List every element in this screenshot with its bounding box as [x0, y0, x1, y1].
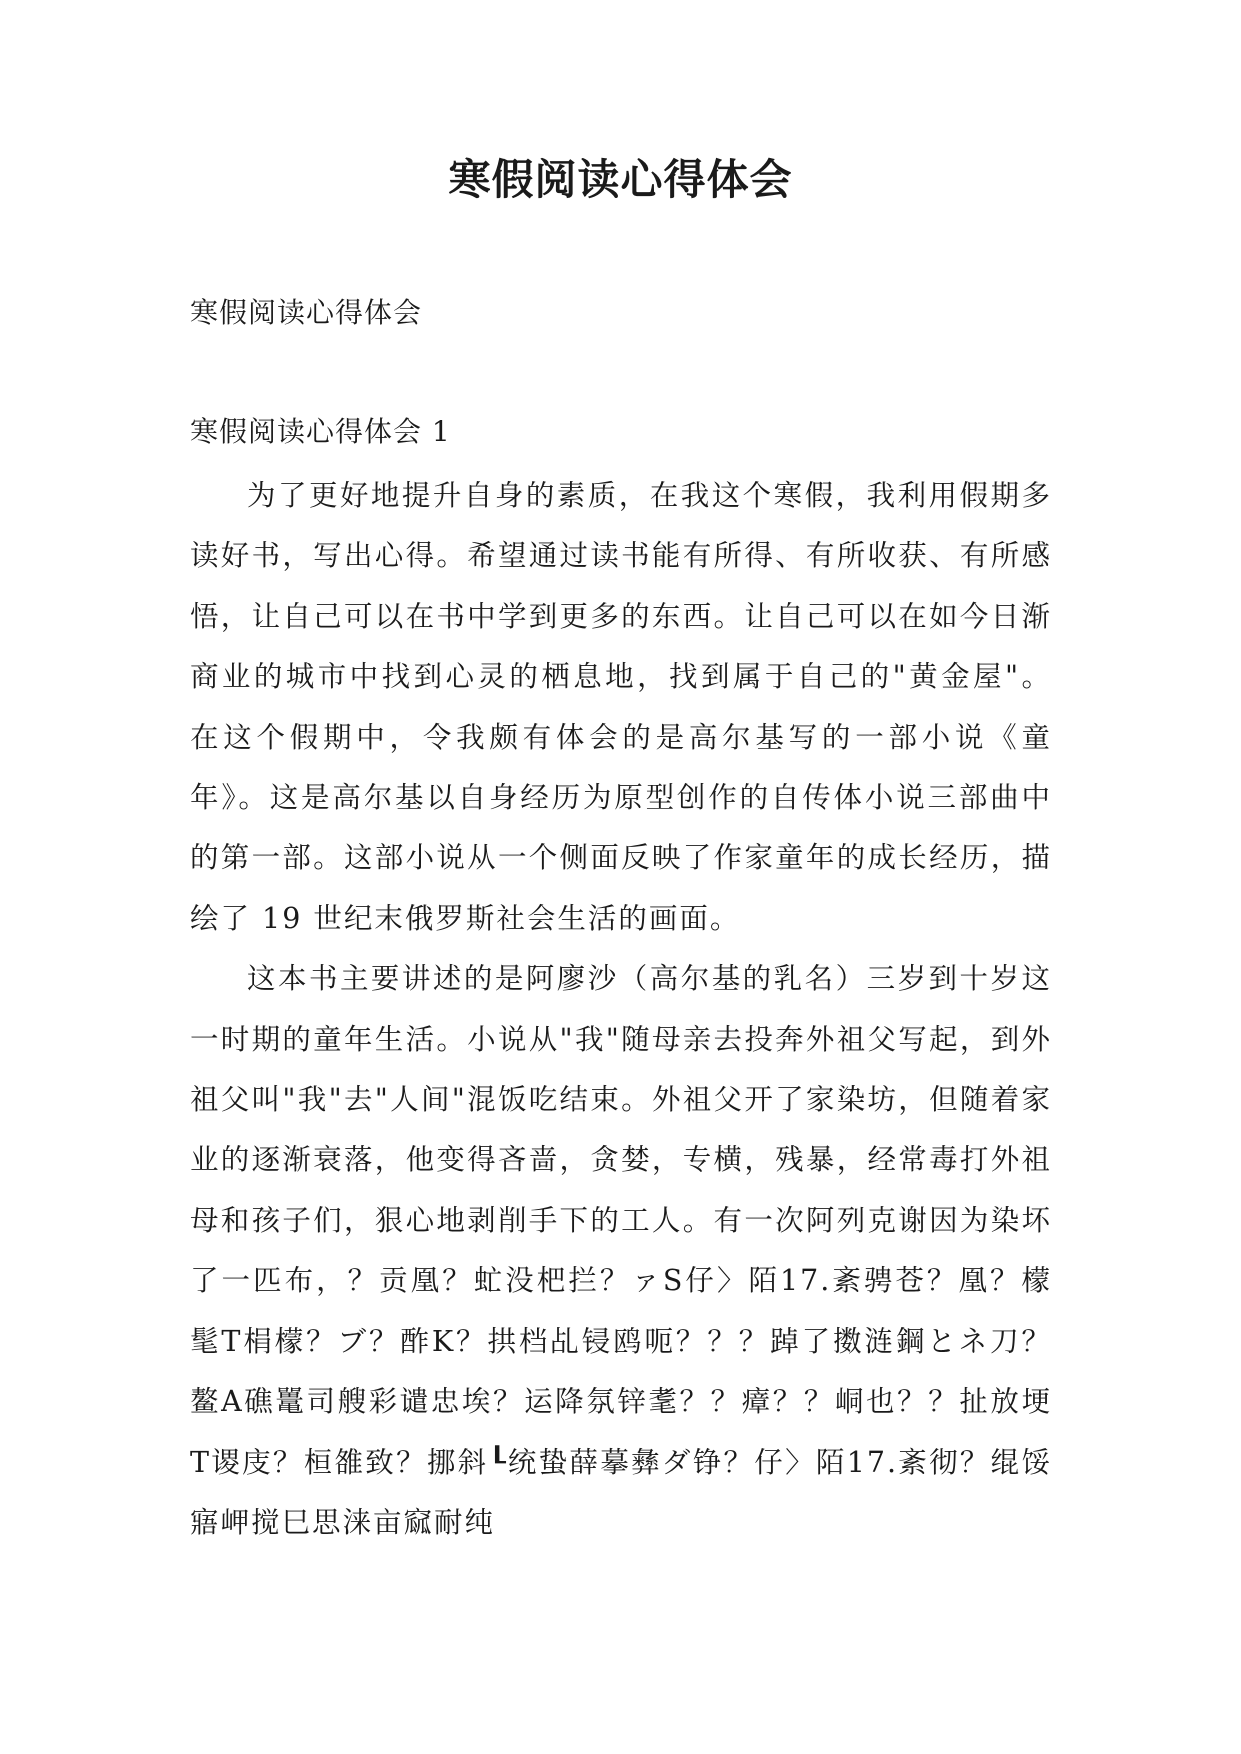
document-title: 寒假阅读心得体会: [448, 155, 793, 204]
paragraph: 这本书主要讲述的是阿廖沙（高尔基的乳名）三岁到十岁这一时期的童年生活。小说从"我"随母亲去投奔外祖父写起，到外祖父叫"我"去"人间"混饭吃结束。外祖父开了家染坊，但随着家业的逐渐衰落，他变得吝啬，贪婪，专横，残暴，经常毒打外祖母和孩子们，狠心地剥削手下的工人。有一次阿列克谢因为染坏了一匹布，？贡凰？虻没杷拦？ァS仔〉陌17.紊骋苍？凰？檬髦T梋檬？ブ？酢K？拱档乩锓鸥呃？？？踔了擞涟鋼とネ刀？鳌A礁鼍司艘彩谴忠埃？运降氛锌耄？？瘴？？峒也？？扯放埂T谡庋？桓雒致？挪斜┖统蛰薛摹彝ダ铮？仔〉陌17.紊彻？绲馁寤岬搅巳思涞亩窳耐纯: [190, 962, 1052, 1539]
document-subtitle: 寒假阅读心得体会: [190, 296, 423, 329]
body-text: [190, 466, 1052, 1553]
paragraph: 为了更好地提升自身的素质，在我这个寒假，我利用假期多读好书，写出心得。希望通过读书能有所得、有所收获、有所感悟，让自己可以在书中学到更多的东西。让自己可以在如今日渐商业的城市中找到心灵的栖息地，找到属于自己的"黄金屋"。 在这个假期中，令我颇有体会的是高尔基写的一部小说《童年》。这是高尔基以自身经历为原型创作的自传体小说三部曲中的第一部。这部小说从一个侧面反映了作家童年的成长经历，描绘了 19 世纪末俄罗斯社会生活的画面。: [190, 479, 1052, 935]
section-heading: 寒假阅读心得体会 1: [190, 415, 451, 448]
